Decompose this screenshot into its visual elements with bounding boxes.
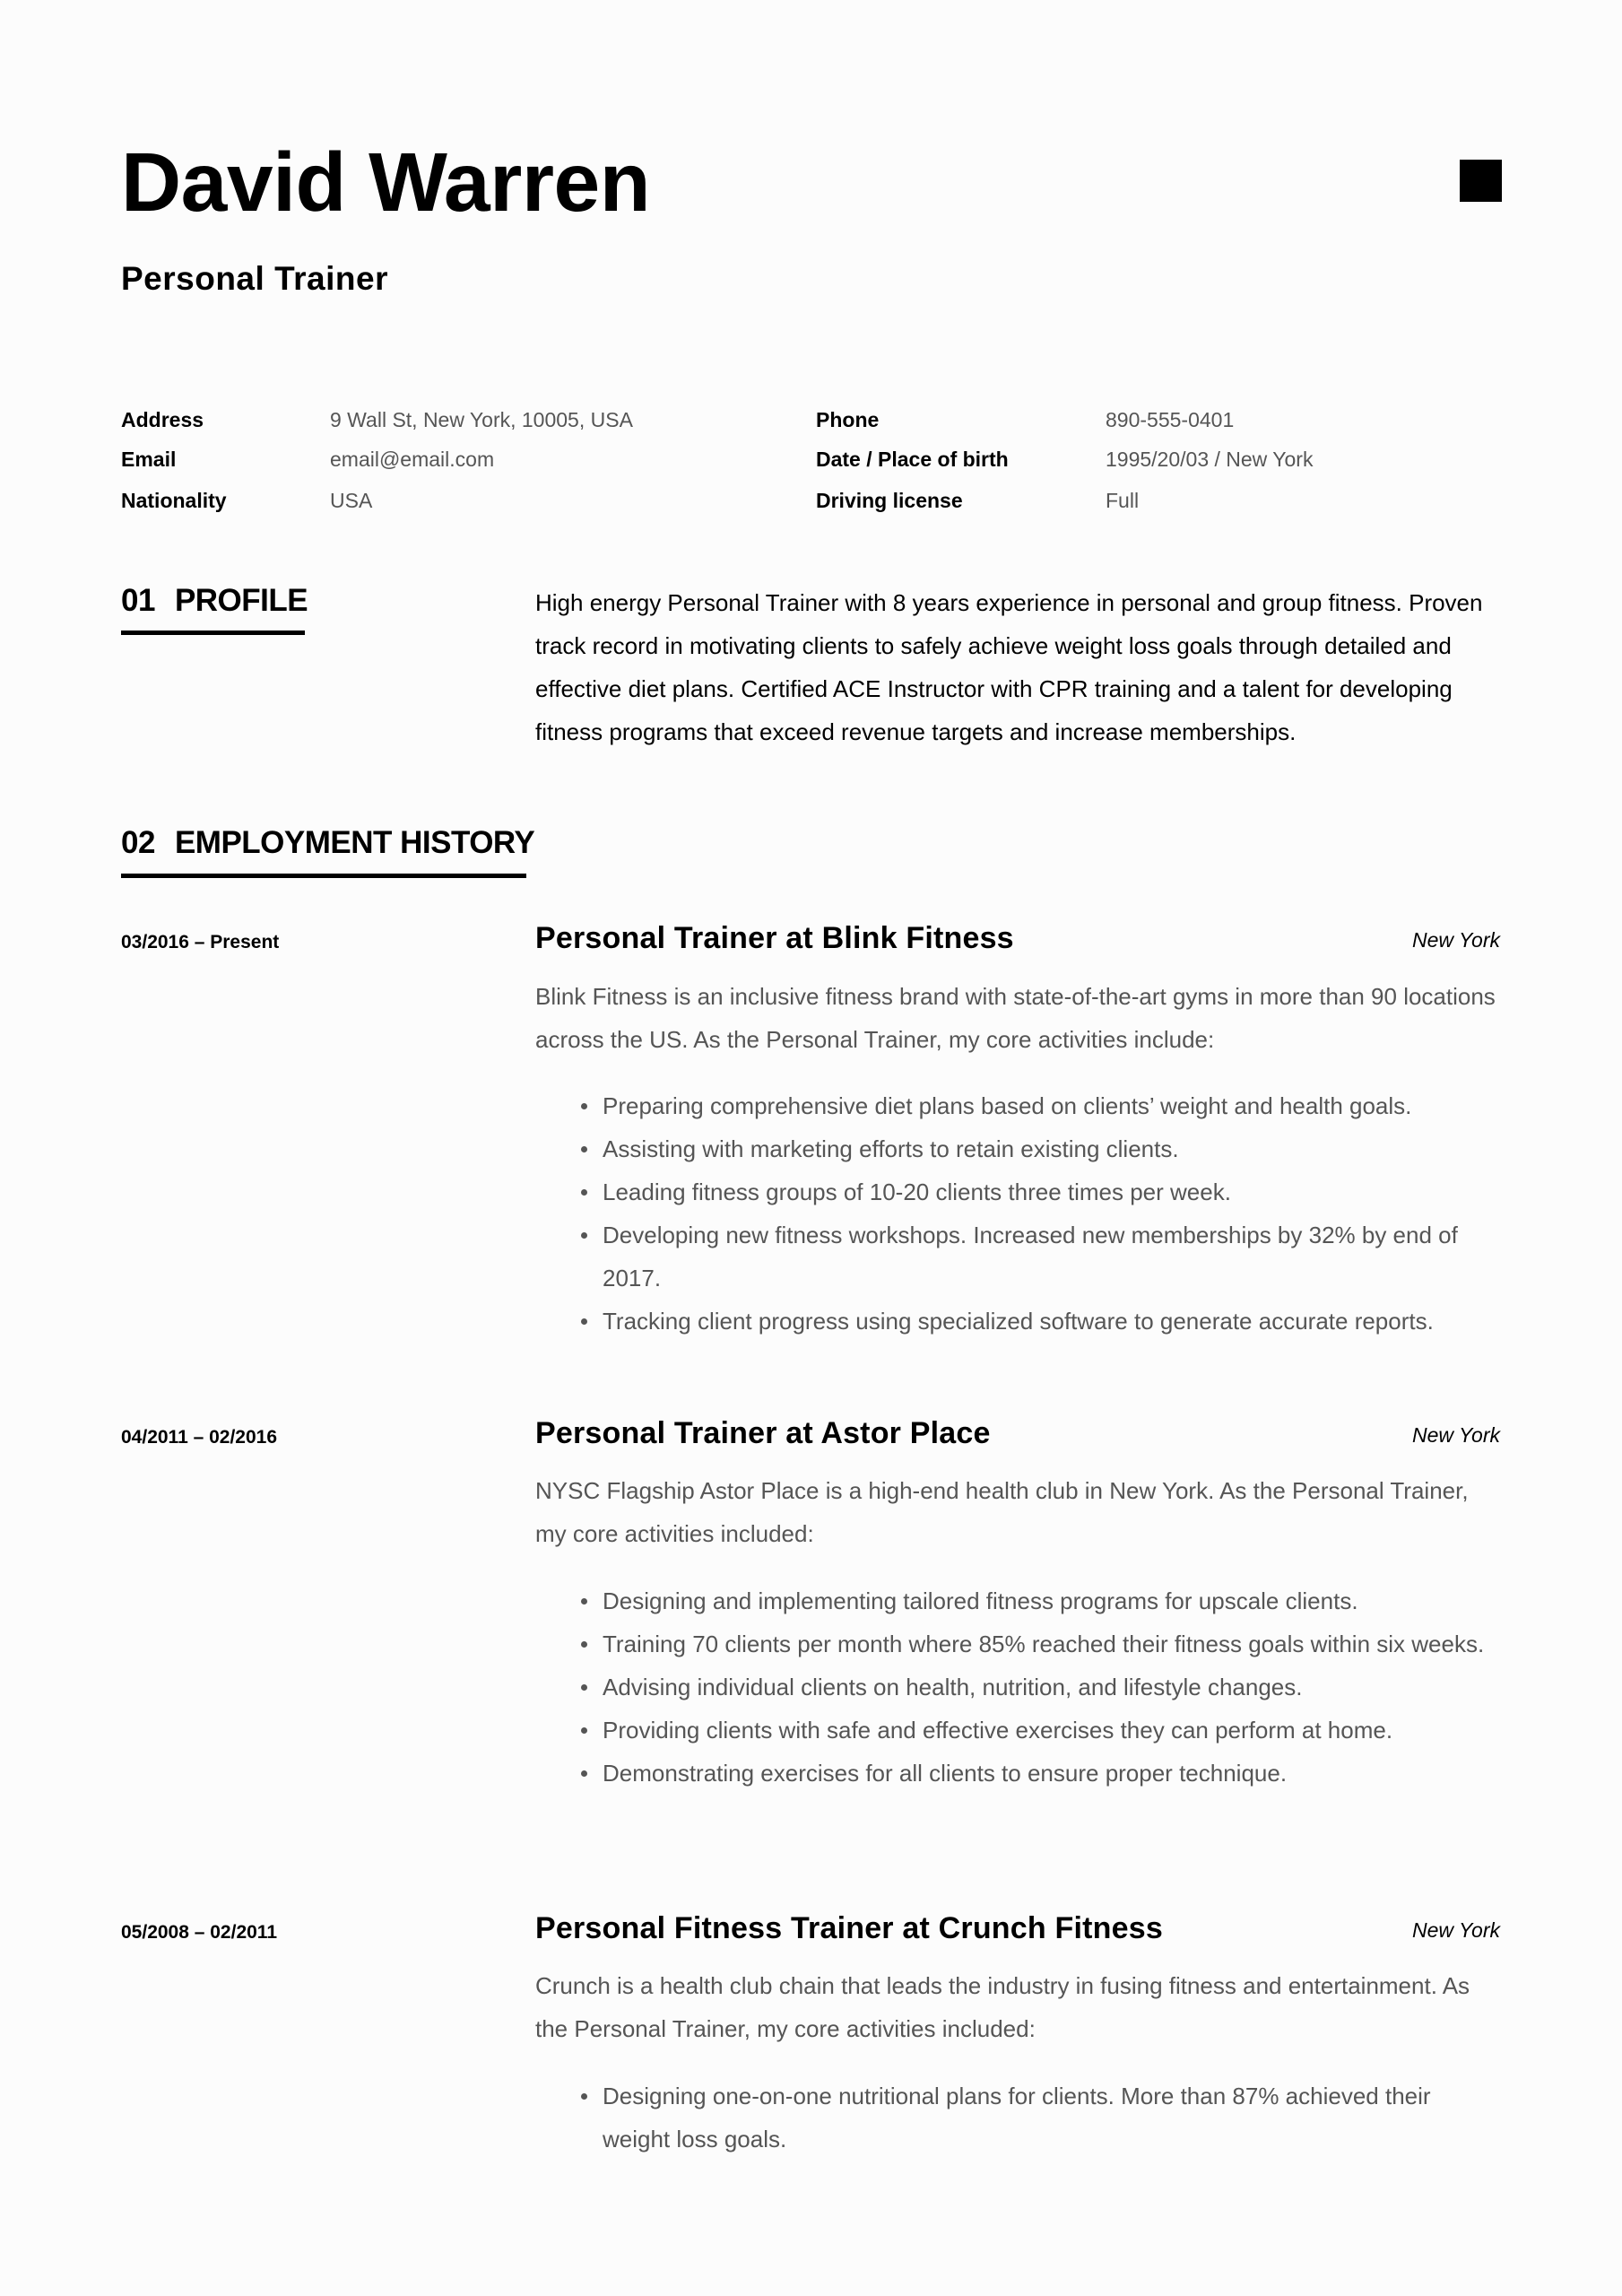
- list-item: Demonstrating exercises for all clients to ensure proper technique.: [535, 1752, 1504, 1795]
- list-item: Leading fitness groups of 10-20 clients three times per week.: [535, 1170, 1504, 1213]
- email-value: email@email.com: [330, 448, 495, 471]
- list-item: Preparing comprehensive diet plans based on clients’ weight and health goals.: [535, 1084, 1504, 1127]
- list-item: Tracking client progress using specialized software to generate accurate reports.: [535, 1300, 1504, 1343]
- nationality-value: USA: [330, 489, 373, 512]
- phone-value: 890-555-0401: [1106, 408, 1235, 431]
- square-logo-icon: [1460, 160, 1502, 202]
- employment-underline: [121, 874, 526, 878]
- phone-label: Phone: [816, 408, 880, 431]
- job-3-dates: 05/2008 – 02/2011: [121, 1922, 278, 1943]
- job-2-title: Personal Trainer at Astor Place: [535, 1416, 991, 1450]
- job-2-location: New York: [1411, 1423, 1500, 1447]
- profile-section-title: PROFILE: [174, 583, 308, 618]
- profile-underline: [121, 631, 305, 635]
- list-item: Developing new fitness workshops. Increased new memberships by 32% by end of 2017.: [535, 1213, 1504, 1300]
- job-2-dates: 04/2011 – 02/2016: [121, 1427, 278, 1448]
- job-3-location: New York: [1411, 1918, 1500, 1942]
- job-1-bullet-list: [535, 1084, 1504, 1343]
- profile-section-heading: [121, 581, 308, 621]
- address-value: 9 Wall St, New York, 10005, USA: [330, 408, 633, 431]
- list-item: Assisting with marketing efforts to retain existing clients.: [535, 1127, 1504, 1170]
- job-1-location: New York: [1411, 928, 1500, 952]
- list-item: Training 70 clients per month where 85% reached their fitness goals within six weeks.: [535, 1622, 1504, 1665]
- job-3-bullet-list: [535, 2074, 1504, 2161]
- email-label: Email: [121, 448, 177, 471]
- profile-summary: High energy Personal Trainer with 8 years experience in personal and group fitness. Proven track record in motivating clients to safely achieve weight loss goals through detailed and effective diet plans. Certified ACE Instructor with CPR training and a talent for developing fitness programs that exceed revenue targets and increase memberships.: [535, 589, 1483, 745]
- nationality-label: Nationality: [121, 489, 227, 512]
- birth-label: Date / Place of birth: [816, 448, 1009, 471]
- address-label: Address: [121, 408, 204, 431]
- job-2-bullet-list: [535, 1579, 1504, 1795]
- job-1-title: Personal Trainer at Blink Fitness: [535, 921, 1014, 955]
- list-item: Designing and implementing tailored fitness programs for upscale clients.: [535, 1579, 1504, 1622]
- job-1-description: Blink Fitness is an inclusive fitness brand with state-of-the-art gyms in more than 90 locations across the US. As the Personal Trainer, my core activities include:: [535, 983, 1496, 1053]
- job-3-title: Personal Fitness Trainer at Crunch Fitness: [535, 1911, 1163, 1945]
- list-item: Advising individual clients on health, nutrition, and lifestyle changes.: [535, 1665, 1504, 1709]
- list-item: Providing clients with safe and effective exercises they can perform at home.: [535, 1709, 1504, 1752]
- profile-section-number: 01: [121, 583, 155, 618]
- employment-section-title: EMPLOYMENT HISTORY: [174, 825, 535, 860]
- employment-section-number: 02: [121, 825, 155, 860]
- job-3-description: Crunch is a health club chain that leads the industry in fusing fitness and entertainment. As the Personal Trainer, my core activities included:: [535, 1972, 1470, 2042]
- candidate-name: David Warren: [121, 135, 651, 229]
- job-2-description: NYSC Flagship Astor Place is a high-end health club in New York. As the Personal Trainer, my core activities included:: [535, 1477, 1469, 1547]
- license-value: Full: [1106, 489, 1140, 512]
- license-label: Driving license: [816, 489, 963, 512]
- job-1-dates: 03/2016 – Present: [121, 932, 280, 952]
- employment-section-heading: [121, 823, 534, 863]
- candidate-job-title: Personal Trainer: [121, 260, 388, 297]
- list-item: Designing one-on-one nutritional plans for clients. More than 87% achieved their weight loss goals.: [535, 2074, 1504, 2161]
- birth-value: 1995/20/03 / New York: [1106, 448, 1314, 471]
